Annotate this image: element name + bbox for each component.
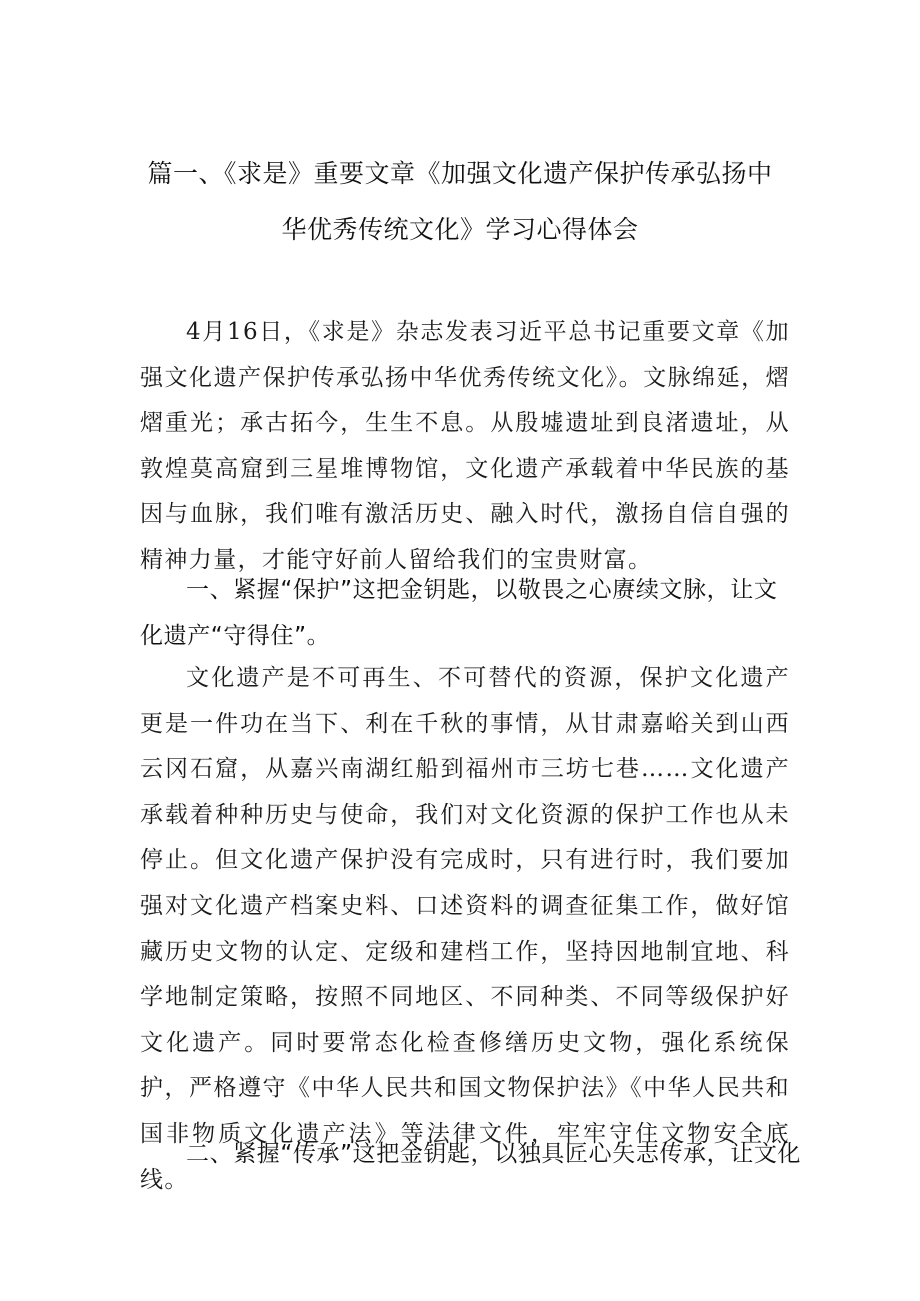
document-title-line-1: 篇一、《求是》重要文章《加强文化遗产保护传承弘扬中 [147, 159, 773, 188]
document-title-line-2: 华优秀传统文化》学习心得体会 [281, 215, 639, 244]
section-heading-1: 一、紧握“保护”这把金钥匙，以敬畏之心赓续文脉，让文化遗产“守得住”。 [140, 577, 778, 649]
intro-paragraph: 4月16日，《求是》杂志发表习近平总书记重要文章《加强文化遗产保护传承弘扬中华优秀传统文化》。文脉绵延，熠熠重光；承古拓今，生生不息。从殷墟遗址到良渚遗址，从敦煌莫高窟到三星堆博物馆，文化遗产承载着中华民族的基因与血脉，我们唯有激活历史、融入时代，激扬自信自强的精神力量，才能守好前人留给我们的宝贵财富。 [140, 319, 790, 573]
section-heading-2: 二、紧握“传承”这把金钥匙，以独具匠心矢志传承，让文化 [186, 1141, 802, 1167]
section-1-paragraph: 文化遗产是不可再生、不可替代的资源，保护文化遗产更是一件功在当下、利在千秋的事情，从甘肃嘉峪关到山西云冈石窟，从嘉兴南湖红船到福州市三坊七巷……文化遗产承载着种种历史与使命，我们对文化资源的保护工作也从未停止。但文化遗产保护没有完成时，只有进行时，我们要加强对文化遗产档案史料、口述资料的调查征集工作，做好馆藏历史文物的认定、定级和建档工作，坚持因地制宜地、科学地制定策略，按照不同地区、不同种类、不同等级保护好文化遗产。同时要常态化检查修缮历史文物，强化系统保护，严格遵守《中华人民共和国文物保护法》《中华人民共和国非物质文化遗产法》等法律文件，牢牢守住文物安全底线。 [140, 665, 790, 1193]
